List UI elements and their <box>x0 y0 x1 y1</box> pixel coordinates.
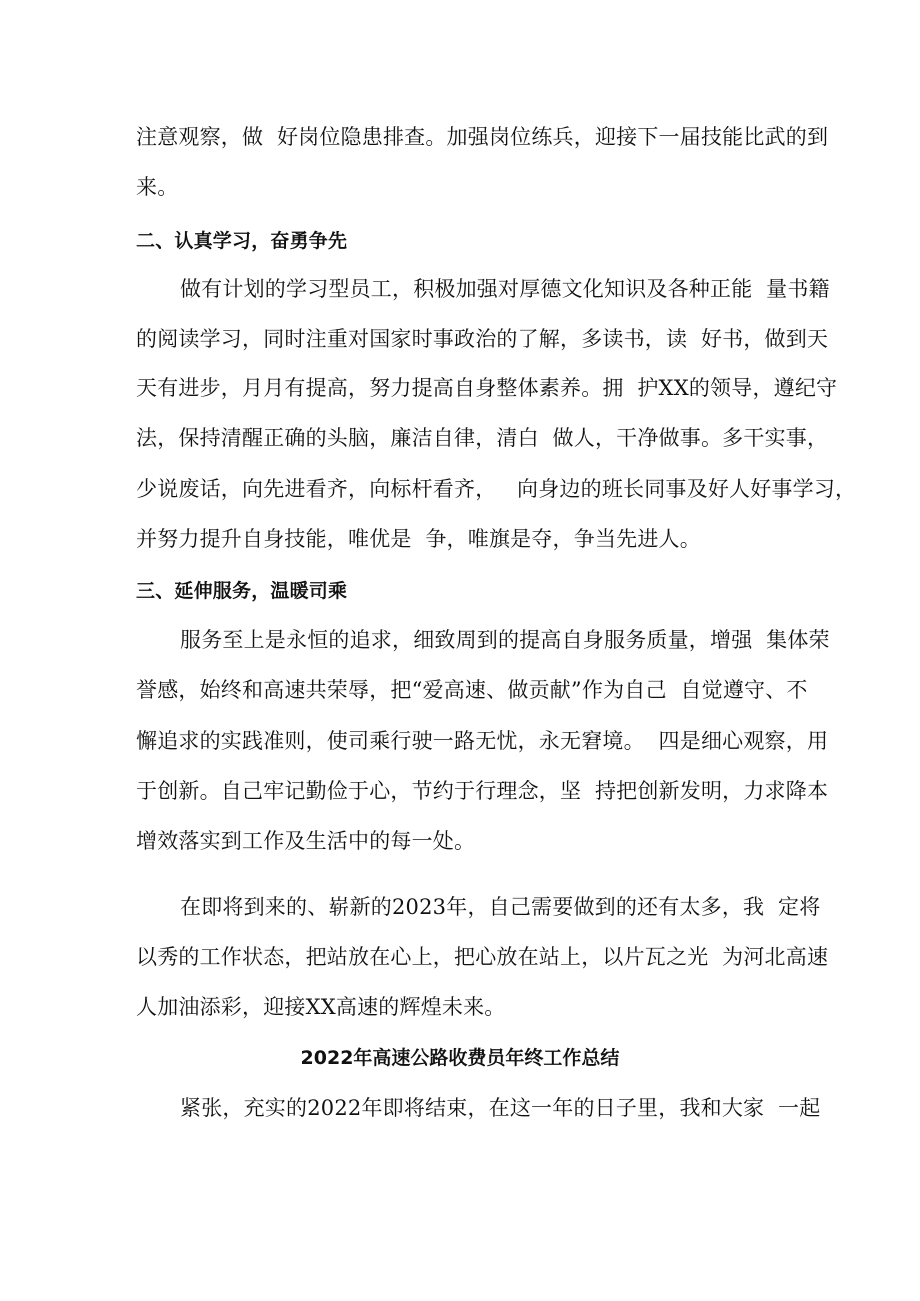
paragraph-line: 注意观察，做 好岗位隐患排查。加强岗位练兵，迎接下一届技能比武的到 <box>136 125 829 149</box>
paragraph-line: 并努力提升自身技能，唯优是 争，唯旗是夺，争当先进人。 <box>136 527 701 551</box>
section-heading-2: 二、认真学习，奋勇争先 <box>136 230 348 252</box>
paragraph-line: 天有进步，月月有提高，努力提高自身整体素养。拥 护XX的领导，遵纪守 <box>136 376 838 400</box>
paragraph-line: 以秀的工作状态，把站放在心上，把心放在站上，以片瓦之光 为河北高速 <box>136 945 829 969</box>
section-heading-3: 三、延伸服务，温暖司乘 <box>136 580 348 602</box>
document-title: 2022年高速公路收费员年终工作总结 <box>300 1047 620 1069</box>
paragraph-line: 紧张，充实的2022年即将结束，在这一年的日子里，我和大家 一起 <box>180 1096 821 1120</box>
paragraph-line: 少说废话，向先进看齐，向标杆看齐， 向身边的班长同事及好人好事学习， <box>136 477 857 501</box>
paragraph-line: 增效落实到工作及生活中的每一处。 <box>136 829 476 853</box>
paragraph-line: 在即将到来的、崭新的2023年，自己需要做到的还有太多，我 定将 <box>180 895 821 919</box>
paragraph-line: 服务至上是永恒的追求，细致周到的提高自身服务质量，增强 集体荣 <box>180 628 830 652</box>
paragraph-line: 誉感，始终和高速共荣辱，把“爱高速、做贡献”作为自己 自觉遵守、不 <box>136 678 808 702</box>
paragraph-line: 法，保持清醒正确的头脑，廉洁自律，清白 做人，干净做事。多干实事， <box>136 426 829 450</box>
paragraph-line: 做有计划的学习型员工，积极加强对厚德文化知识及各种正能 量书籍 <box>180 277 830 301</box>
paragraph-line: 的阅读学习，同时注重对国家时事政治的了解，多读书，读 好书，做到天 <box>136 327 829 351</box>
paragraph-line: 人加油添彩，迎接XX高速的辉煌未来。 <box>136 995 506 1019</box>
paragraph-line: 懈追求的实践准则，使司乘行驶一路无忧，永无窘境。 四是细心观察，用 <box>136 729 829 753</box>
paragraph-line: 来。 <box>136 175 179 199</box>
paragraph-line: 于创新。自己牢记勤俭于心，节约于行理念，坚 持把创新发明，力求降本 <box>136 779 829 803</box>
